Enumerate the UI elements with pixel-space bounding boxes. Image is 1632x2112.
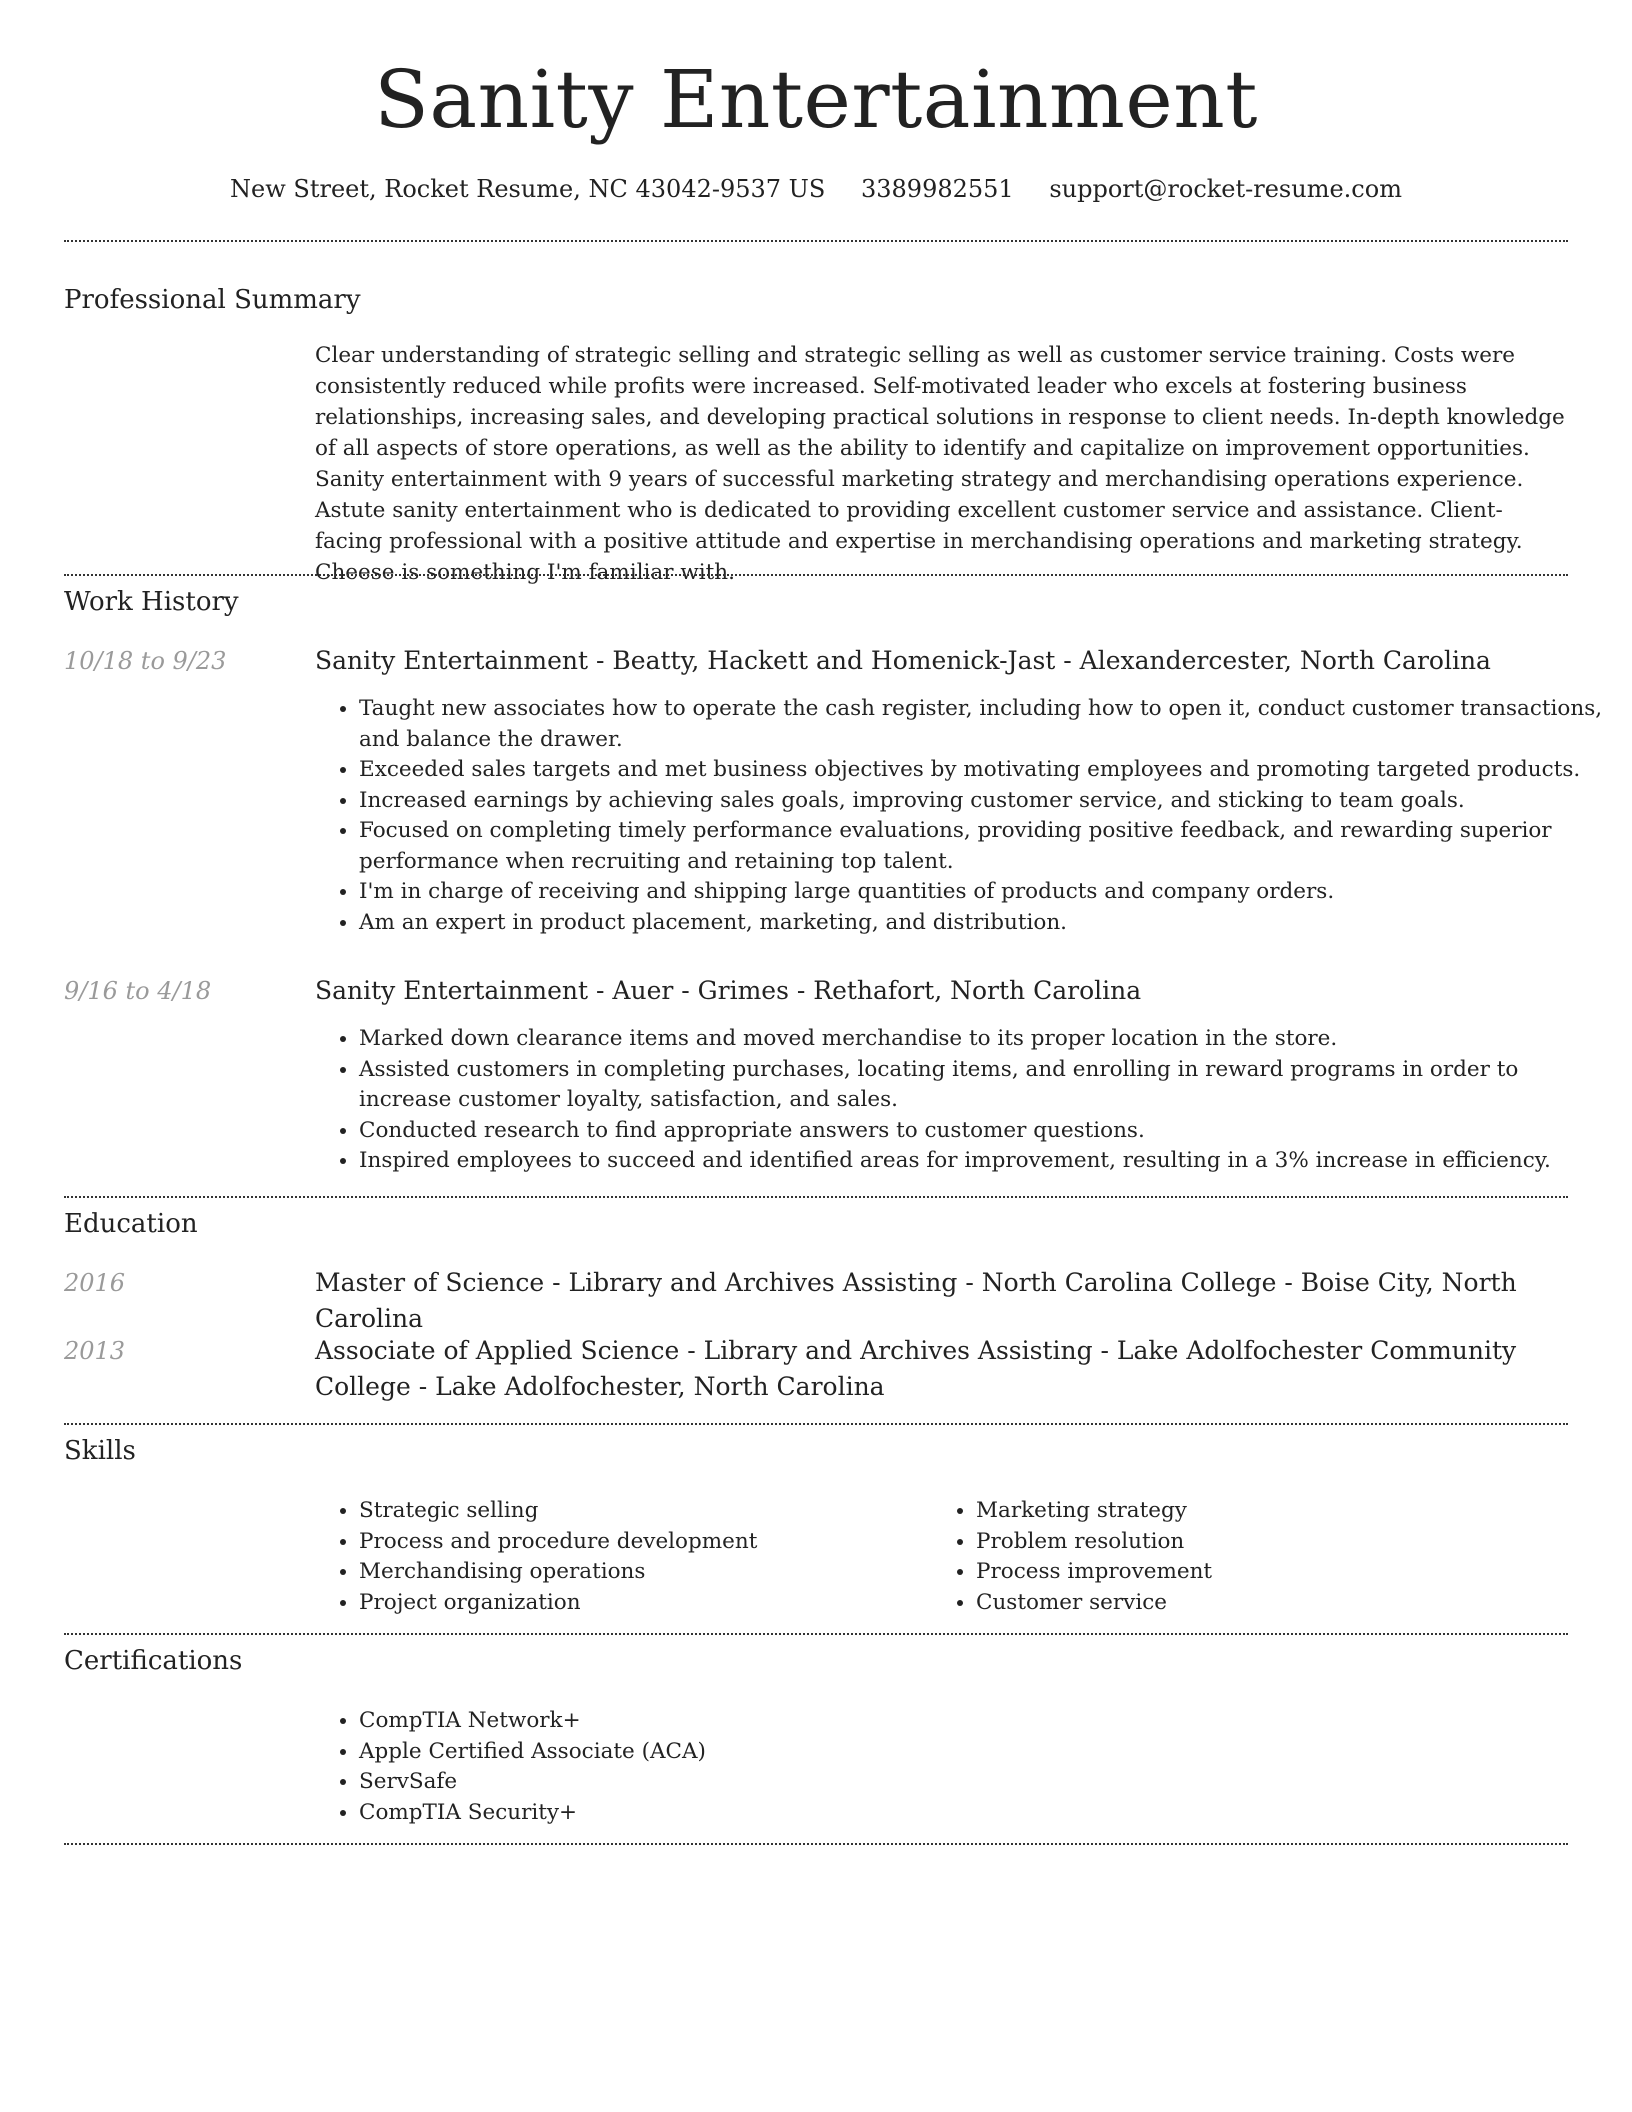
job-heading: Sanity Entertainment - Beatty, Hackett and Homenick-Jast - Alexandercester, North Carolina [315,646,1491,675]
divider [64,240,1568,242]
skill-item: • Customer service [976,1588,1536,1619]
skill-item: • Project organization [359,1588,919,1619]
section-title-education: Education [64,1209,198,1239]
skill-item: • Merchandising operations [359,1557,919,1588]
section-title-work-history: Work History [64,587,239,617]
skills-list-left [315,1496,919,1618]
skills-list-right [932,1496,1536,1618]
contact-phone: 3389982551 [860,175,1014,203]
list-item: • Increased earnings by achieving sales goals, improving customer service, and sticking to team goals. [359,786,1614,817]
skill-item: • Marketing strategy [976,1496,1536,1527]
list-item: • Inspired employees to succeed and identified areas for improvement, resulting in a 3% increase in efficiency. [359,1146,1614,1177]
certification-item: • Apple Certified Associate (ACA) [359,1737,1614,1768]
education-entry: Associate of Applied Science - Library and Archives Assisting - Lake Adolfochester Community College - Lake Adolfochester, North Carolina [315,1336,1517,1401]
list-item: • Conducted research to find appropriate answers to customer questions. [359,1116,1614,1147]
candidate-name: Sanity Entertainment [374,53,1258,146]
divider [64,1423,1568,1425]
job-bullets [315,694,1614,938]
certification-item: • CompTIA Network+ [359,1706,1614,1737]
list-item: • Focused on completing timely performance evaluations, providing positive feedback, and rewarding superior performance when recruiting and retaining top talent. [359,816,1614,877]
divider [64,574,1568,576]
list-item: • Exceeded sales targets and met business objectives by motivating employees and promoting targeted products. [359,755,1614,786]
certification-item: • ServSafe [359,1767,1614,1798]
skill-item: • Problem resolution [976,1527,1536,1558]
education-year: 2013 [64,1337,126,1365]
divider [64,1633,1568,1635]
job-dates: 10/18 to 9/23 [64,647,227,675]
section-title-certifications: Certifications [64,1646,243,1676]
job-dates: 9/16 to 4/18 [64,977,212,1005]
skill-item: • Process improvement [976,1557,1536,1588]
skill-item: • Process and procedure development [359,1527,919,1558]
divider [64,1196,1568,1198]
contact-email: support@rocket-resume.com [1049,175,1402,203]
list-item: • Assisted customers in completing purchases, locating items, and enrolling in reward programs in order to increase customer loyalty, satisfaction, and sales. [359,1055,1614,1116]
job-bullets [315,1024,1614,1177]
list-item: • I'm in charge of receiving and shipping large quantities of products and company orders. [359,877,1614,908]
job-heading: Sanity Entertainment - Auer - Grimes - Rethafort, North Carolina [315,976,1142,1005]
list-item: • Am an expert in product placement, marketing, and distribution. [359,908,1614,939]
section-title-summary: Professional Summary [64,285,361,315]
education-year: 2016 [64,1269,126,1297]
education-entry: Master of Science - Library and Archives Assisting - North Carolina College - Boise City, North Carolina [315,1268,1517,1333]
list-item: • Marked down clearance items and moved merchandise to its proper location in the store. [359,1024,1614,1055]
certifications-list [315,1706,1614,1828]
summary-text: Clear understanding of strategic selling and strategic selling as well as customer service training. Costs were consistently reduced while profits were increased. Self-motivated leader who excels at fostering business relationships, increasing sales, and developing practical solutions in response to client needs. In-depth knowledge of all aspects of store operations, as well as the ability to identify and capitalize on improvement opportunities. Sanity entertainment with 9 years of successful marketing strategy and merchandising operations experience. Astute sanity entertainment who is dedicated to providing excellent customer service and assistance. Client-facing professional with a positive attitude and expertise in merchandising operations and marketing strategy. Cheese is something I'm familiar with. [315,343,1565,585]
contact-address: New Street, Rocket Resume, NC 43042-9537 US [230,175,826,203]
contact-line [64,174,1568,204]
section-title-skills: Skills [64,1436,136,1466]
certification-item: • CompTIA Security+ [359,1798,1614,1829]
resume-header [64,52,1568,204]
skill-item: • Strategic selling [359,1496,919,1527]
list-item: • Taught new associates how to operate the cash register, including how to open it, conduct customer transactions, and balance the drawer. [359,694,1614,755]
divider [64,1843,1568,1845]
